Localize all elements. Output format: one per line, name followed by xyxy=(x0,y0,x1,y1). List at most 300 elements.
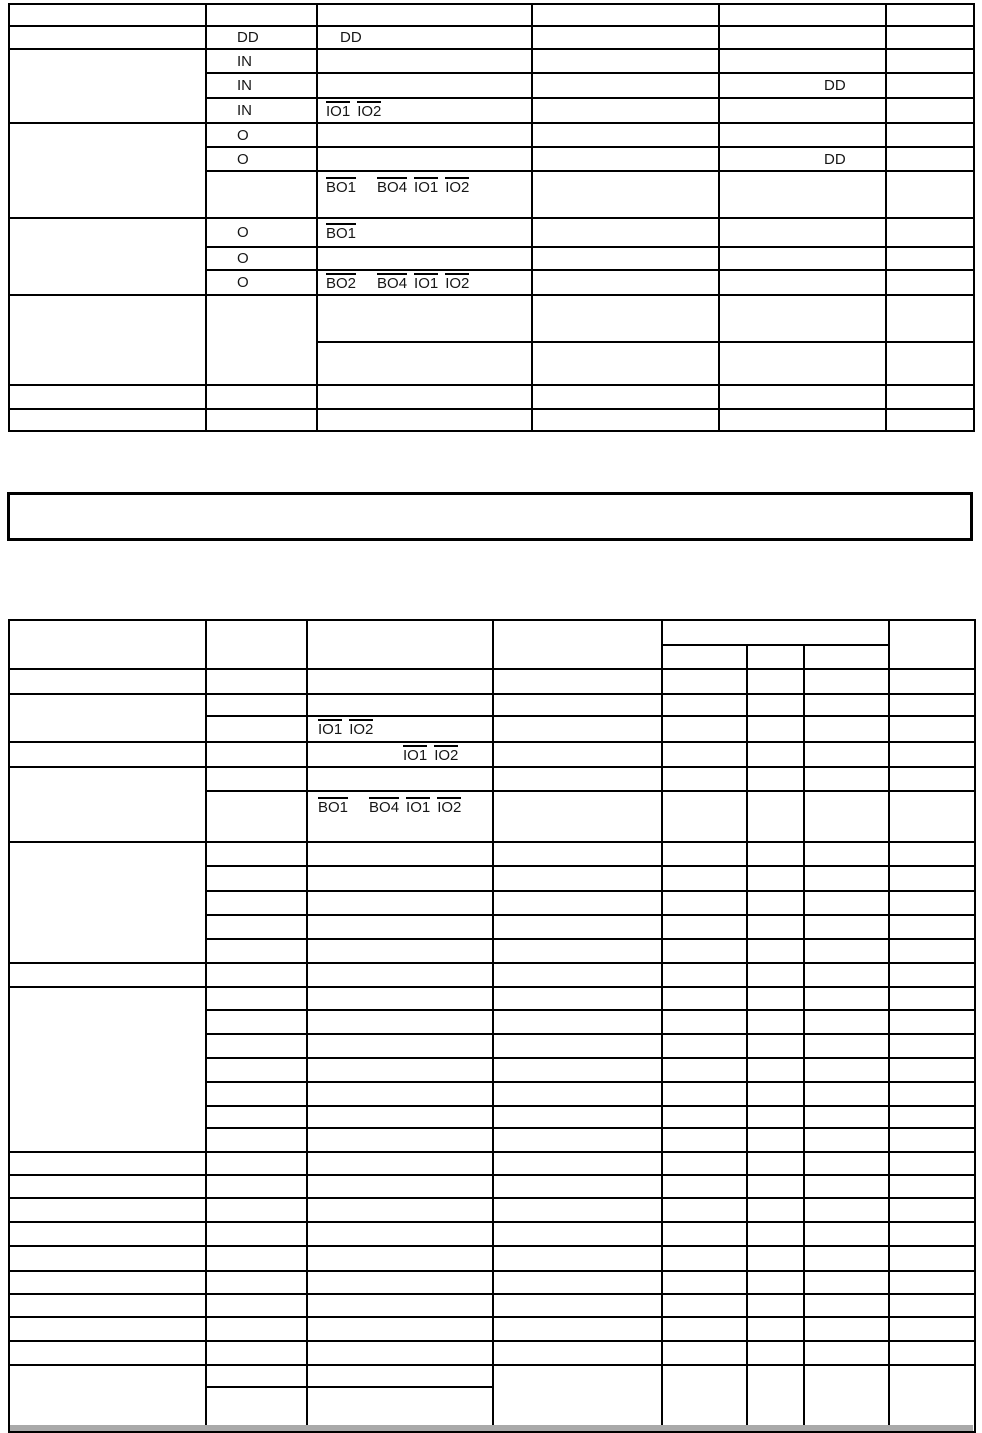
table-cell xyxy=(889,866,975,891)
signal-io1: IO1 xyxy=(326,102,351,120)
table-cell xyxy=(662,1198,747,1222)
table-cell xyxy=(662,1294,747,1317)
table-row xyxy=(9,963,975,987)
table-cell xyxy=(719,26,886,49)
table-cell xyxy=(493,767,662,791)
table-cell xyxy=(317,385,532,409)
table-cell xyxy=(886,270,974,295)
table-cell xyxy=(493,1058,662,1082)
table-cell xyxy=(317,73,532,98)
table-cell xyxy=(307,1082,493,1106)
table-row xyxy=(9,385,974,409)
table-cell xyxy=(307,1058,493,1082)
table-cell xyxy=(206,987,307,1010)
table-cell xyxy=(493,1222,662,1246)
table-cell xyxy=(307,842,493,866)
table-cell xyxy=(206,1058,307,1082)
table-cell xyxy=(662,1222,747,1246)
table-cell xyxy=(747,939,804,963)
table-cell xyxy=(307,1317,493,1341)
table-cell xyxy=(206,1106,307,1128)
table-cell xyxy=(206,716,307,742)
table-cell xyxy=(206,1175,307,1198)
table-cell xyxy=(662,767,747,791)
table-row xyxy=(9,669,975,694)
table-cell xyxy=(206,385,317,409)
table-cell xyxy=(747,963,804,987)
table-cell xyxy=(532,385,719,409)
table-cell xyxy=(719,123,886,147)
table-cell xyxy=(747,1010,804,1034)
table-cell xyxy=(9,842,206,963)
table-cell xyxy=(889,1175,975,1198)
table-cell xyxy=(747,1198,804,1222)
table-cell xyxy=(889,1222,975,1246)
table-cell xyxy=(206,742,307,767)
table-cell xyxy=(493,1198,662,1222)
table-cell xyxy=(532,73,719,98)
table-cell xyxy=(307,767,493,791)
table-cell xyxy=(206,1010,307,1034)
table-cell xyxy=(662,939,747,963)
table-cell xyxy=(532,218,719,247)
table-cell xyxy=(889,1317,975,1341)
table-cell xyxy=(9,987,206,1152)
table-cell xyxy=(307,987,493,1010)
table-row xyxy=(9,742,975,767)
table-cell xyxy=(719,4,886,26)
table-cell xyxy=(9,963,206,987)
signal-io2: IO2 xyxy=(437,799,462,816)
table-cell xyxy=(307,1365,493,1387)
signal-list xyxy=(307,742,493,767)
table-cell xyxy=(493,1317,662,1341)
table-cell xyxy=(307,915,493,939)
signal-io1: IO1 xyxy=(406,799,431,816)
table-cell xyxy=(889,694,975,716)
table-row xyxy=(9,1152,975,1175)
table-cell xyxy=(206,1341,307,1365)
column-group-header xyxy=(662,620,889,645)
table-cell xyxy=(493,1175,662,1198)
table-cell xyxy=(9,295,206,385)
table-cell xyxy=(532,171,719,218)
signal-table xyxy=(8,3,975,432)
table-cell xyxy=(493,716,662,742)
table-row xyxy=(9,694,975,716)
table-cell xyxy=(317,49,532,73)
table-cell xyxy=(747,767,804,791)
table-cell xyxy=(307,1271,493,1294)
signal-io1: IO1 xyxy=(403,746,428,764)
table-cell xyxy=(307,1152,493,1175)
table-cell xyxy=(9,669,206,694)
signal-io2: IO2 xyxy=(434,746,459,764)
table-cell xyxy=(662,1128,747,1152)
table-cell xyxy=(804,987,889,1010)
table-cell xyxy=(747,1222,804,1246)
table-cell xyxy=(889,1246,975,1271)
table-cell xyxy=(804,1152,889,1175)
table-cell xyxy=(532,26,719,49)
table-cell xyxy=(307,620,493,669)
table-cell xyxy=(317,409,532,431)
table-cell xyxy=(747,694,804,716)
page-footer-bar xyxy=(10,1425,973,1431)
table-cell xyxy=(493,866,662,891)
table-cell xyxy=(662,915,747,939)
signal-list xyxy=(317,270,532,295)
table-row xyxy=(9,842,975,866)
table-cell xyxy=(662,1175,747,1198)
table-cell xyxy=(532,270,719,295)
table-cell xyxy=(804,1341,889,1365)
table-cell xyxy=(889,1294,975,1317)
table-cell xyxy=(804,891,889,915)
signal-dd: DD xyxy=(206,26,317,49)
signal-list xyxy=(317,98,532,123)
table-cell xyxy=(804,645,889,669)
table-cell xyxy=(9,4,206,26)
table-cell xyxy=(493,915,662,939)
table-cell xyxy=(889,620,975,669)
signal-io1: IO1 xyxy=(414,274,439,292)
table-cell xyxy=(747,1317,804,1341)
table-cell xyxy=(206,767,307,791)
table-cell xyxy=(747,987,804,1010)
table-cell xyxy=(9,620,206,669)
table-cell xyxy=(532,98,719,123)
table-row xyxy=(9,1198,975,1222)
table-cell xyxy=(662,1034,747,1058)
signal-bo4: BO4 xyxy=(369,799,400,816)
table-cell xyxy=(886,123,974,147)
table-cell xyxy=(804,842,889,866)
table-cell xyxy=(886,147,974,171)
table-cell xyxy=(532,409,719,431)
table-cell xyxy=(804,1010,889,1034)
signal-list xyxy=(317,171,532,218)
table-cell xyxy=(493,987,662,1010)
table-cell xyxy=(662,1271,747,1294)
table-cell xyxy=(307,1128,493,1152)
table-cell xyxy=(532,123,719,147)
table-cell xyxy=(889,742,975,767)
table-cell xyxy=(719,98,886,123)
signal-bo4: BO4 xyxy=(377,179,408,196)
table-cell xyxy=(804,1198,889,1222)
signal-dd: DD xyxy=(719,147,886,171)
table-row xyxy=(9,295,974,342)
table-cell xyxy=(662,963,747,987)
signal-o: O xyxy=(206,147,317,171)
table-cell xyxy=(747,1294,804,1317)
table-cell xyxy=(307,963,493,987)
table-cell xyxy=(493,791,662,842)
table-cell xyxy=(9,694,206,742)
table-cell xyxy=(493,742,662,767)
table-cell xyxy=(9,1246,206,1271)
table-cell xyxy=(747,866,804,891)
header-row xyxy=(9,620,975,645)
table-cell xyxy=(493,1152,662,1175)
table-cell xyxy=(206,866,307,891)
table-cell xyxy=(493,963,662,987)
table-cell xyxy=(532,295,719,342)
table-cell xyxy=(662,1317,747,1341)
table-row xyxy=(9,767,975,791)
table-cell xyxy=(886,385,974,409)
signal-o: O xyxy=(206,270,317,295)
table-cell xyxy=(307,669,493,694)
table-cell xyxy=(719,49,886,73)
table-cell xyxy=(307,939,493,963)
table-row xyxy=(9,1246,975,1271)
table-cell xyxy=(662,791,747,842)
table-cell xyxy=(206,1198,307,1222)
table-cell xyxy=(9,26,206,49)
table-cell xyxy=(804,1034,889,1058)
table-cell xyxy=(493,1294,662,1317)
table-cell xyxy=(307,1222,493,1246)
table-cell xyxy=(307,866,493,891)
table-cell xyxy=(719,409,886,431)
table-cell xyxy=(804,1317,889,1341)
table-row xyxy=(9,49,974,73)
table-row xyxy=(9,123,974,147)
signal-dd: DD xyxy=(317,26,532,49)
table-cell xyxy=(307,694,493,716)
table-cell xyxy=(662,1082,747,1106)
table-cell xyxy=(804,1294,889,1317)
signal-in: IN xyxy=(206,49,317,73)
table-cell xyxy=(317,147,532,171)
table-cell xyxy=(493,1365,662,1432)
table-cell xyxy=(886,98,974,123)
table-cell xyxy=(889,963,975,987)
table-cell xyxy=(206,694,307,716)
table-cell xyxy=(804,1271,889,1294)
table-row xyxy=(9,1222,975,1246)
table-cell xyxy=(662,866,747,891)
table-cell xyxy=(532,342,719,385)
table-cell xyxy=(719,247,886,270)
table-cell xyxy=(889,1271,975,1294)
table-cell xyxy=(747,716,804,742)
table-cell xyxy=(206,1034,307,1058)
signal-bo2: BO2 xyxy=(326,274,357,292)
table-cell xyxy=(493,694,662,716)
table-cell xyxy=(804,939,889,963)
table-cell xyxy=(747,1082,804,1106)
signal-o: O xyxy=(206,218,317,247)
table-cell xyxy=(889,1128,975,1152)
table-row xyxy=(9,1365,975,1387)
table-cell xyxy=(889,987,975,1010)
table-cell xyxy=(307,1106,493,1128)
table-cell xyxy=(9,1317,206,1341)
table-cell xyxy=(889,939,975,963)
table-cell xyxy=(206,620,307,669)
table-row xyxy=(9,1175,975,1198)
table-cell xyxy=(493,1106,662,1128)
table-cell xyxy=(206,4,317,26)
table-cell xyxy=(804,1106,889,1128)
table-cell xyxy=(747,1341,804,1365)
signal-io1: IO1 xyxy=(318,721,343,739)
table-cell xyxy=(747,1271,804,1294)
table-cell xyxy=(493,669,662,694)
table-cell xyxy=(206,1271,307,1294)
table-cell xyxy=(532,247,719,270)
table-row xyxy=(9,987,975,1010)
table-cell xyxy=(493,1271,662,1294)
table-cell xyxy=(307,1034,493,1058)
table-cell xyxy=(493,939,662,963)
table-cell xyxy=(662,891,747,915)
table-cell xyxy=(307,1341,493,1365)
table-cell xyxy=(662,742,747,767)
table-cell xyxy=(747,1058,804,1082)
table-cell xyxy=(493,1246,662,1271)
signal-io1: IO1 xyxy=(414,179,439,196)
table-cell xyxy=(889,915,975,939)
table-cell xyxy=(9,1341,206,1365)
signal-io2: IO2 xyxy=(445,274,470,292)
table-cell xyxy=(9,409,206,431)
table-cell xyxy=(206,1365,307,1387)
table-cell xyxy=(804,1246,889,1271)
signal-bo4: BO4 xyxy=(377,274,408,292)
signal-dd: DD xyxy=(719,73,886,98)
table-cell xyxy=(889,669,975,694)
table-cell xyxy=(317,4,532,26)
table-cell xyxy=(886,26,974,49)
signal-bo1: BO1 xyxy=(326,179,357,196)
table-cell xyxy=(747,669,804,694)
table-cell xyxy=(307,1198,493,1222)
table-cell xyxy=(317,247,532,270)
table-cell xyxy=(889,1106,975,1128)
table-cell xyxy=(747,915,804,939)
table-cell xyxy=(747,645,804,669)
table-cell xyxy=(662,694,747,716)
table-cell xyxy=(307,1246,493,1271)
table-cell xyxy=(747,1034,804,1058)
table-cell xyxy=(889,891,975,915)
parameters-table xyxy=(8,619,976,1433)
signal-io2: IO2 xyxy=(357,102,382,120)
table-cell xyxy=(9,1152,206,1175)
table-cell xyxy=(886,49,974,73)
table-cell xyxy=(9,1365,206,1432)
table-row xyxy=(9,1271,975,1294)
table-cell xyxy=(307,1294,493,1317)
signal-io2: IO2 xyxy=(349,721,374,739)
table-cell xyxy=(889,767,975,791)
table-cell xyxy=(493,620,662,669)
table-cell xyxy=(662,1246,747,1271)
table-cell xyxy=(886,218,974,247)
table-cell xyxy=(206,1246,307,1271)
table-cell xyxy=(889,791,975,842)
table-cell xyxy=(493,1034,662,1058)
table-cell xyxy=(206,791,307,842)
table-cell xyxy=(9,218,206,295)
table-cell xyxy=(9,767,206,842)
table-cell xyxy=(886,171,974,218)
table-cell xyxy=(804,1128,889,1152)
table-cell xyxy=(804,1175,889,1198)
signal-list xyxy=(307,791,493,842)
table-cell xyxy=(747,1152,804,1175)
table-cell xyxy=(662,1365,747,1432)
table-cell xyxy=(719,218,886,247)
table-cell xyxy=(886,247,974,270)
table-cell xyxy=(206,1317,307,1341)
table-cell xyxy=(307,891,493,915)
signal-in: IN xyxy=(206,98,317,123)
table-cell xyxy=(804,866,889,891)
table-cell xyxy=(804,1222,889,1246)
table-cell xyxy=(9,1271,206,1294)
table-cell xyxy=(889,1058,975,1082)
table-cell xyxy=(889,1365,975,1432)
table-cell xyxy=(804,1058,889,1082)
signal-list xyxy=(317,218,532,247)
table-cell xyxy=(493,891,662,915)
table-cell xyxy=(662,716,747,742)
table-cell xyxy=(9,123,206,218)
table-cell xyxy=(719,295,886,342)
table-row xyxy=(9,1317,975,1341)
table-cell xyxy=(206,915,307,939)
table-cell xyxy=(9,1222,206,1246)
table-cell xyxy=(9,1175,206,1198)
table-cell xyxy=(9,49,206,123)
table-cell xyxy=(889,1198,975,1222)
signal-io2: IO2 xyxy=(445,179,470,196)
notice-banner xyxy=(7,492,973,541)
table-cell xyxy=(804,791,889,842)
table-cell xyxy=(662,1106,747,1128)
table-cell xyxy=(307,1010,493,1034)
table-cell xyxy=(747,791,804,842)
table-cell xyxy=(662,842,747,866)
table-cell xyxy=(804,694,889,716)
table-cell xyxy=(719,342,886,385)
table-cell xyxy=(889,1341,975,1365)
table-cell xyxy=(662,1341,747,1365)
table-cell xyxy=(886,295,974,342)
table-cell xyxy=(206,1128,307,1152)
table-cell xyxy=(804,742,889,767)
table-cell xyxy=(886,342,974,385)
table-cell xyxy=(886,4,974,26)
table-cell xyxy=(719,270,886,295)
table-cell xyxy=(747,1365,804,1432)
table-cell xyxy=(747,1175,804,1198)
table-cell xyxy=(493,842,662,866)
table-cell xyxy=(889,842,975,866)
table-cell xyxy=(747,891,804,915)
table-cell xyxy=(493,1082,662,1106)
table-cell xyxy=(206,963,307,987)
table-cell xyxy=(206,891,307,915)
table-cell xyxy=(662,1058,747,1082)
table-cell xyxy=(747,742,804,767)
table-cell xyxy=(206,1294,307,1317)
